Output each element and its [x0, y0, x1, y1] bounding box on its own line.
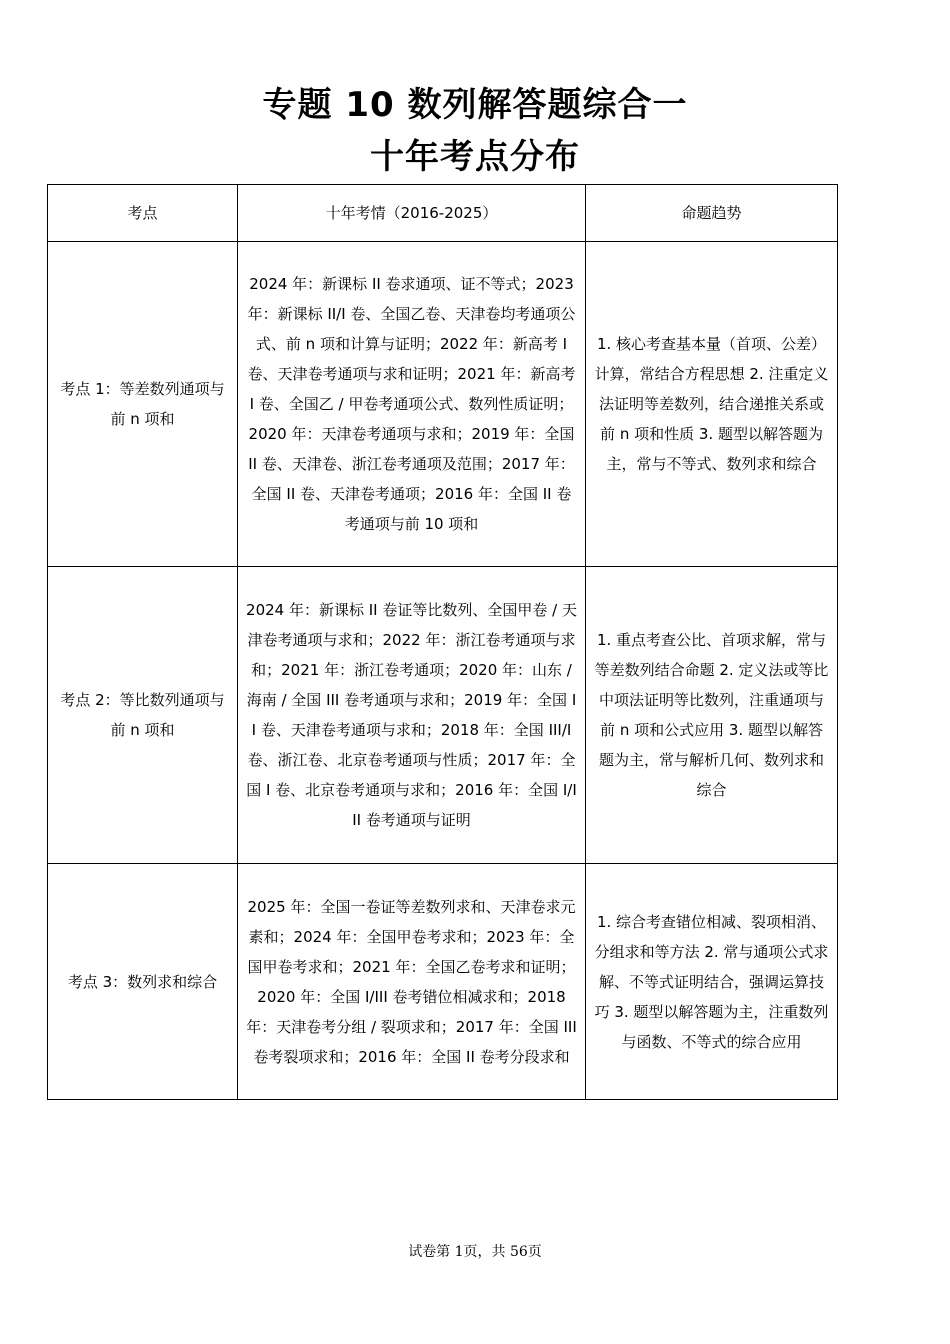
- header-topic: 考点: [48, 185, 238, 242]
- history-cell: 2025 年：全国一卷证等差数列求和、天津卷求元素和；2024 年：全国甲卷考求和；2023 年：全国甲卷考求和；2021 年：全国乙卷考求和证明；2020 年：全国 I/III 卷考错位相减求和；2018 年：天津卷考分组 / 裂项求和；2017 年：全国 III 卷考裂项求和；2016 年：全国 II 卷考分段求和: [238, 864, 586, 1100]
- table-header-row: [48, 185, 838, 242]
- topic-cell: 考点 1：等差数列通项与前 n 项和: [48, 242, 238, 567]
- header-trend: 命题趋势: [586, 185, 838, 242]
- topic-cell: 考点 2：等比数列通项与前 n 项和: [48, 567, 238, 864]
- table-row: [48, 242, 838, 567]
- history-cell: 2024 年：新课标 II 卷求通项、证不等式；2023 年：新课标 II/I 卷、全国乙卷、天津卷均考通项公式、前 n 项和计算与证明；2022 年：新高考 I 卷、天津卷考通项与求和证明；2021 年：新高考 I 卷、全国乙 / 甲卷考通项公式、数列性质证明；2020 年：天津卷考通项与求和；2019 年：全国 II 卷、天津卷、浙江卷考通项及范围；2017 年：全国 II 卷、天津卷考通项；2016 年：全国 II 卷考通项与前 10 项和: [238, 242, 586, 567]
- trend-cell: 1. 综合考查错位相减、裂项相消、分组求和等方法 2. 常与通项公式求解、不等式证明结合，强调运算技巧 3. 题型以解答题为主，注重数列与函数、不等式的综合应用: [586, 864, 838, 1100]
- table-row: [48, 567, 838, 864]
- trend-cell: 1. 核心考查基本量（首项、公差）计算，常结合方程思想 2. 注重定义法证明等差数列，结合递推关系或前 n 项和性质 3. 题型以解答题为主，常与不等式、数列求和综合: [586, 242, 838, 567]
- trend-cell: 1. 重点考查公比、首项求解，常与等差数列结合命题 2. 定义法或等比中项法证明等比数列，注重通项与前 n 项和公式应用 3. 题型以解答题为主，常与解析几何、数列求和综合: [586, 567, 838, 864]
- page-title: 专题 10 数列解答题综合一: [262, 85, 688, 125]
- topic-cell: 考点 3：数列求和综合: [48, 864, 238, 1100]
- exam-points-table: [47, 184, 838, 1100]
- history-cell: 2024 年：新课标 II 卷证等比数列、全国甲卷 / 天津卷考通项与求和；2022 年：浙江卷考通项与求和；2021 年：浙江卷考通项；2020 年：山东 / 海南 / 全国 III 卷考通项与求和；2019 年：全国 II 卷、天津卷考通项与求和；2018 年：全国 III/I 卷、浙江卷、北京卷考通项与性质；2017 年：全国 I 卷、北京卷考通项与求和；2016 年：全国 I/III 卷考通项与证明: [238, 567, 586, 864]
- header-history: 十年考情（2016-2025）: [238, 185, 586, 242]
- page-footer: 试卷第 1页，共 56页: [408, 1244, 542, 1260]
- table-row: [48, 864, 838, 1100]
- page-subtitle: 十年考点分布: [370, 137, 580, 177]
